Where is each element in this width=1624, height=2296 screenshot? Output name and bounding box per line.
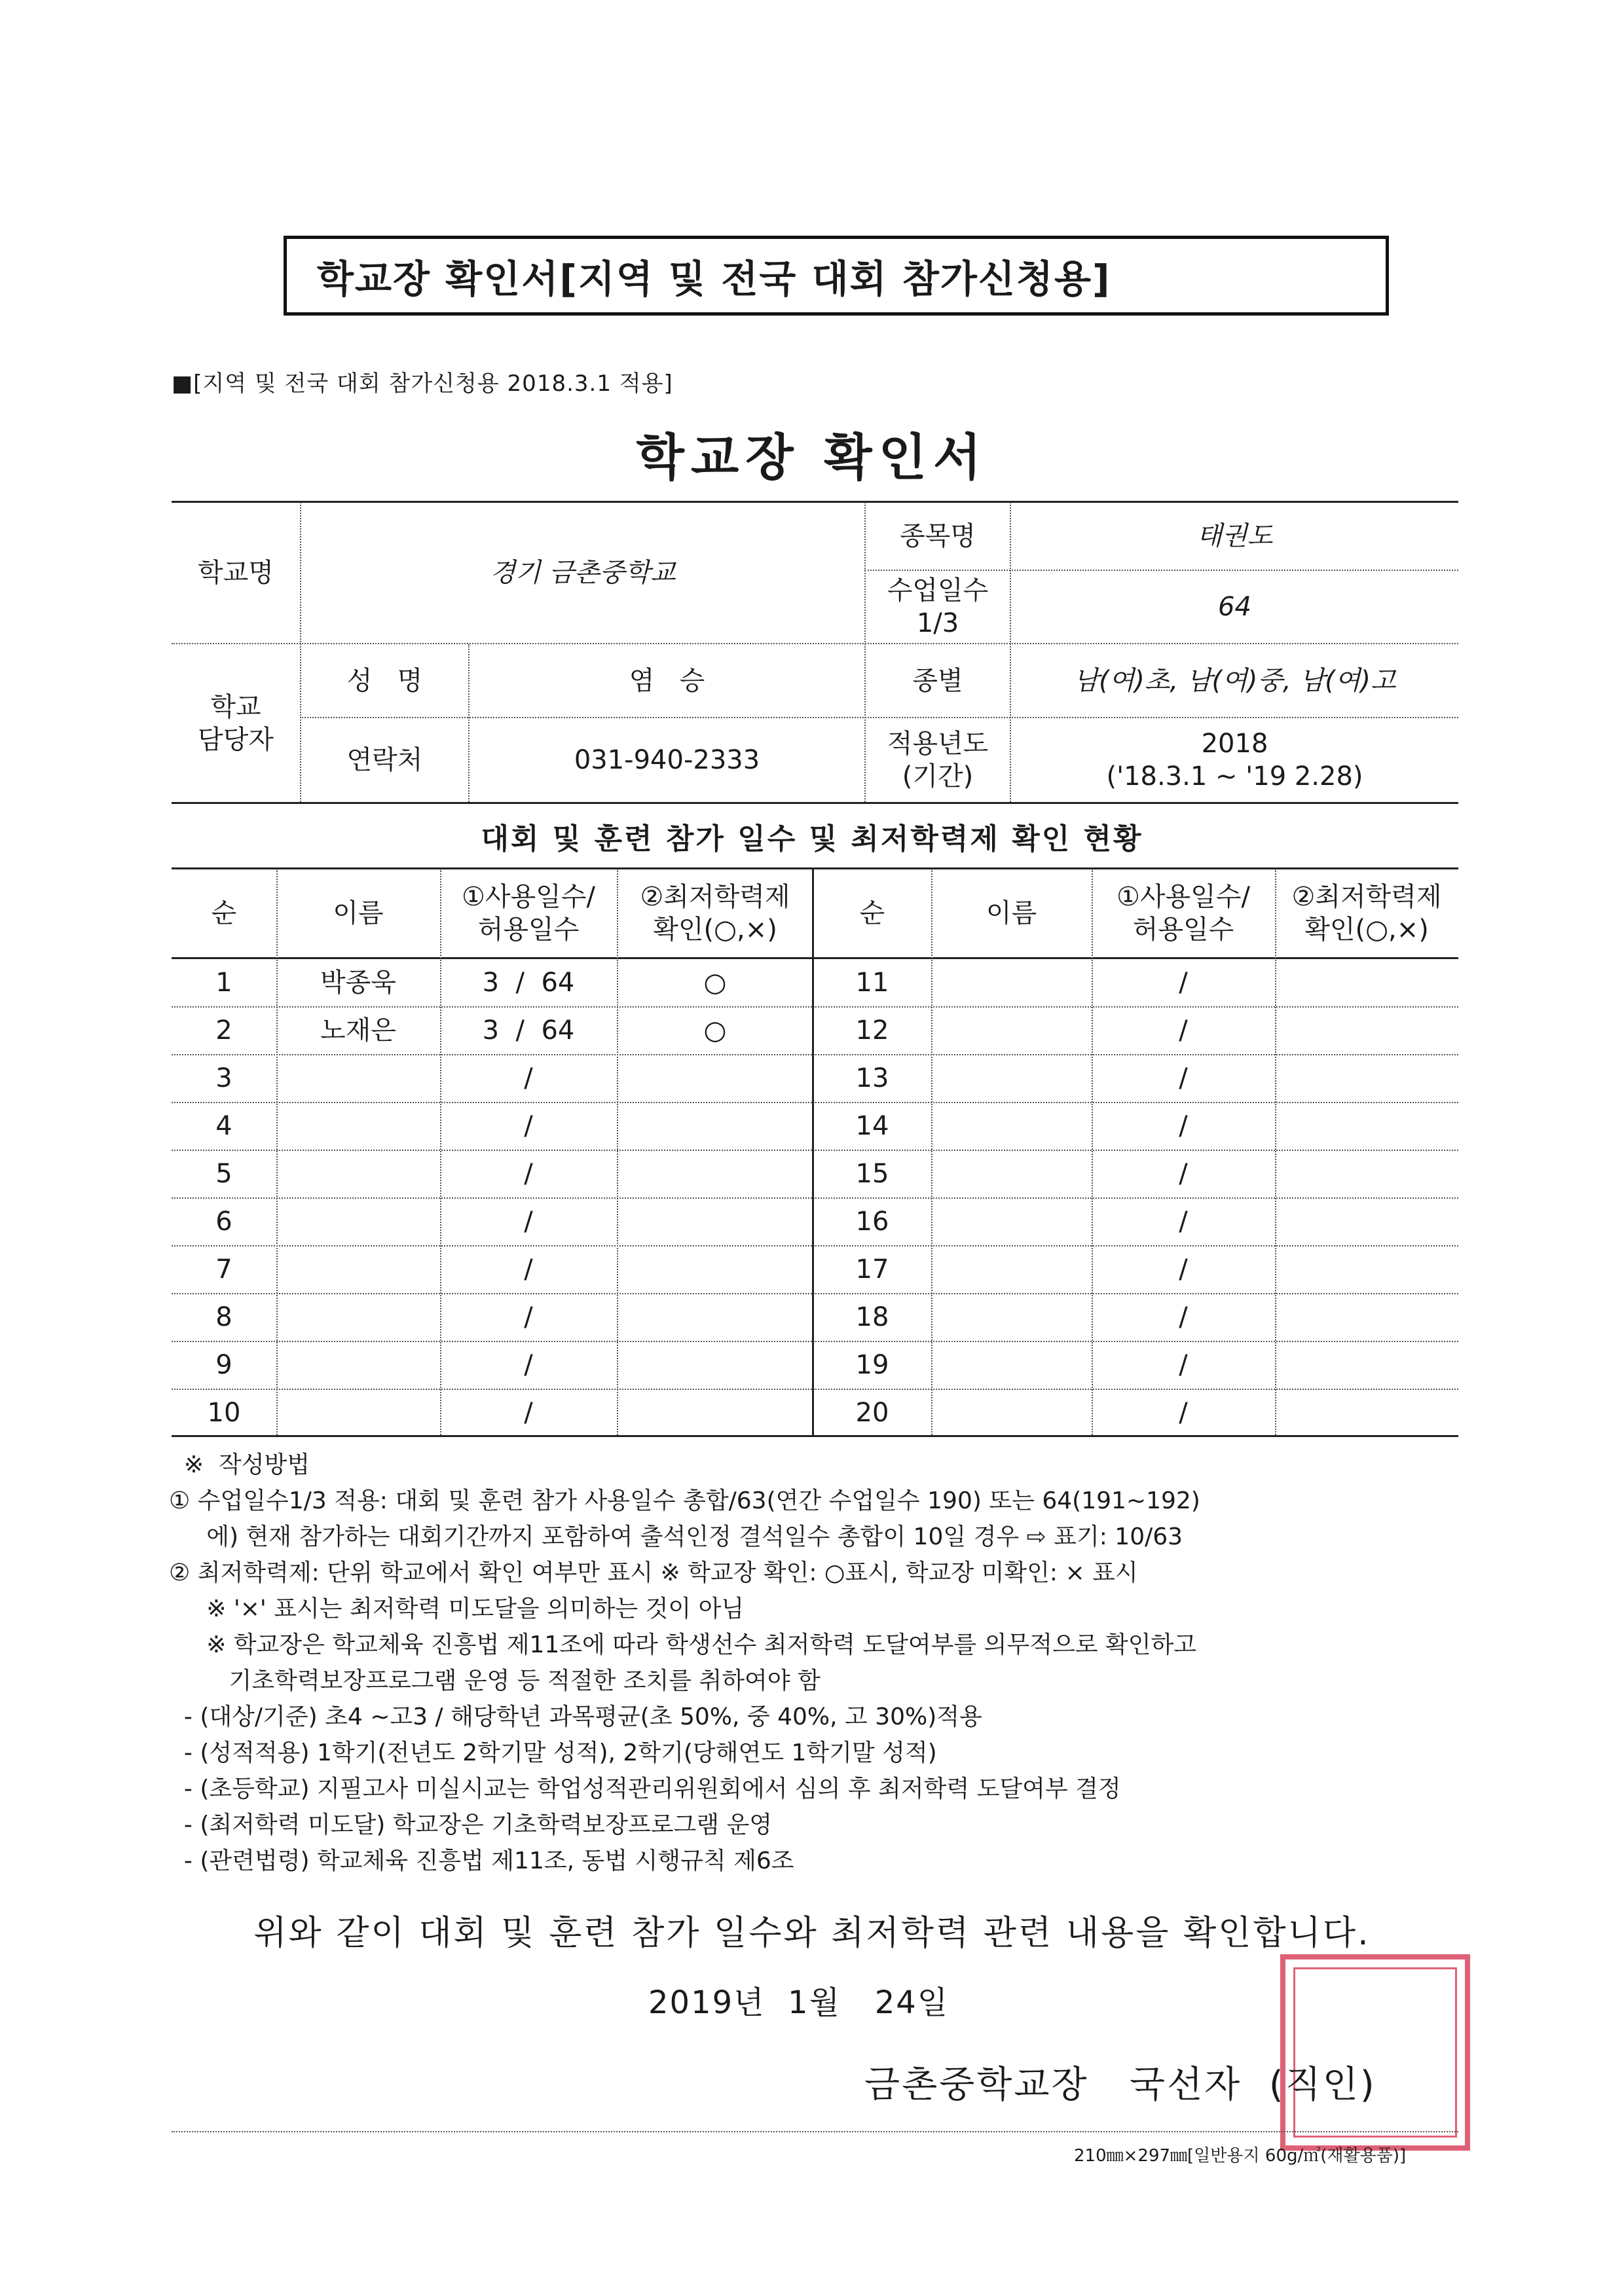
table-cell-name <box>931 958 1092 1006</box>
instruction-line: ① 수업일수1/3 적용: 대회 및 훈련 참가 사용일수 총합/63(연간 수업일수 190) 또는 64(191~192) <box>169 1487 1200 1514</box>
table-cell-days: / <box>1179 1110 1188 1141</box>
table-cell-name <box>931 1197 1092 1245</box>
category-value: 남(여)초, 남(여)중, 남(여)고 <box>1073 665 1396 696</box>
table-row-divider <box>172 1293 812 1294</box>
instruction-line: - (성적적용) 1학기(전년도 2학기말 성적), 2학기(당해연도 1학기말 성적) <box>169 1740 937 1766</box>
col-header-days: ①사용일수/ 허용일수 <box>1116 881 1250 945</box>
table-cell-no: 4 <box>215 1110 232 1141</box>
confirmation-statement: 위와 같이 대회 및 훈련 참가 일수와 최저학력 관련 내용을 확인합니다. <box>253 1914 1371 1953</box>
table-cell-no: 13 <box>855 1063 889 1093</box>
table-cell-name <box>931 1006 1092 1054</box>
applicable-year-value: 2018 ('18.3.1 ~ '19 2.28) <box>1106 729 1363 792</box>
table-cell-name <box>276 1197 440 1245</box>
table-cell-check <box>1275 1389 1458 1436</box>
table-cell-days: / <box>524 1397 533 1428</box>
table-cell-check <box>1275 1006 1458 1054</box>
table-cell-no: 6 <box>215 1206 232 1237</box>
class-days-label: 수업일수 1/3 <box>887 575 989 638</box>
col-header-no: 순 <box>859 898 885 928</box>
table-cell-check <box>617 1102 813 1150</box>
table-cell-check <box>617 1245 813 1293</box>
table-cell-name: 노재은 <box>320 1015 396 1046</box>
table-cell-name <box>276 1341 440 1389</box>
table-cell-no: 17 <box>855 1254 889 1285</box>
table-cell-no: 16 <box>855 1206 889 1237</box>
table-row-divider <box>172 1102 812 1103</box>
table-cell-name <box>276 1245 440 1293</box>
table-cell-days: / <box>524 1063 533 1093</box>
table-cell-no: 8 <box>215 1302 232 1332</box>
table-row-divider <box>813 1006 1458 1008</box>
principal-signature: 금촌중학교장 국선자 (직인) <box>864 2064 1376 2106</box>
sport-label: 종목명 <box>900 520 976 551</box>
table-cell-days: / <box>524 1302 533 1332</box>
instruction-line: 에) 현재 참가하는 대회기간까지 포함하여 출석인정 결석일수 총합이 10일 경우 ⇨ 표기: 10/63 <box>169 1523 1183 1550</box>
category-label: 종별 <box>912 665 963 696</box>
table-row-divider <box>813 1245 1458 1247</box>
table-cell-days: / <box>1179 1349 1188 1380</box>
table-row-divider <box>813 1341 1458 1342</box>
school-name-value: 경기 금촌중학교 <box>490 557 676 588</box>
instruction-line: ※ 학교장은 학교체육 진흥법 제11조에 따라 학생선수 최저학력 도달여부를 의무적으로 확인하고 <box>169 1631 1197 1658</box>
table-cell-name <box>276 1389 440 1436</box>
table-row-divider <box>172 1006 812 1008</box>
table-row-divider <box>813 1293 1458 1294</box>
col-header-name: 이름 <box>333 898 384 928</box>
manager-label: 학교 담당자 <box>198 691 274 755</box>
table-cell-no: 18 <box>855 1302 889 1332</box>
table-cell-no: 7 <box>215 1254 232 1285</box>
table-cell-name <box>931 1389 1092 1436</box>
table-cell-check <box>1275 1150 1458 1197</box>
table-cell-check <box>1275 1341 1458 1389</box>
table-cell-check <box>617 1150 813 1197</box>
table-cell-no: 15 <box>855 1158 889 1189</box>
table-cell-days: / <box>1179 1063 1188 1093</box>
instruction-line: ※ '×' 표시는 최저학력 미도달을 의미하는 것이 아님 <box>169 1595 745 1622</box>
paper-spec: 210㎜×297㎜[일반용지 60g/㎡(재활용품)] <box>1074 2146 1407 2166</box>
col-header-days: ①사용일수/ 허용일수 <box>462 881 595 945</box>
col-header-no: 순 <box>211 898 237 928</box>
table-cell-check <box>1275 1197 1458 1245</box>
table-cell-check <box>617 1293 813 1341</box>
table-cell-check: ○ <box>703 967 727 998</box>
contact-label: 연락처 <box>346 745 423 775</box>
table-cell-name <box>931 1150 1092 1197</box>
instruction-line: - (초등학교) 지필고사 미실시교는 학업성적관리위원회에서 심의 후 최저학력 도달여부 결정 <box>169 1776 1121 1802</box>
table-cell-days: / <box>524 1349 533 1380</box>
table-cell-name <box>931 1341 1092 1389</box>
table-row-divider <box>172 1197 812 1199</box>
info-table-bottom-border <box>172 802 1458 804</box>
table-cell-no: 20 <box>855 1397 889 1428</box>
contact-value: 031-940-2333 <box>574 745 760 775</box>
table-cell-check <box>617 1341 813 1389</box>
table-row-divider <box>813 1197 1458 1199</box>
table-cell-check <box>1275 1102 1458 1150</box>
table-cell-days: / <box>1179 1206 1188 1237</box>
col-header-check: ②최저학력제 확인(○,×) <box>640 881 790 945</box>
table-cell-days: / <box>524 1206 533 1237</box>
table-cell-name <box>931 1054 1092 1102</box>
table-cell-days: / <box>1179 967 1188 998</box>
table-cell-days: 3 / 64 <box>482 967 575 998</box>
col-header-check: ②최저학력제 확인(○,×) <box>1291 881 1442 945</box>
table-cell-days: / <box>1179 1302 1188 1332</box>
table-cell-days: 3 / 64 <box>482 1015 575 1046</box>
issue-date: 2019년 1월 24일 <box>648 1984 950 2021</box>
table-row-divider <box>172 1389 812 1390</box>
table-cell-no: 9 <box>215 1349 232 1380</box>
table-cell-check <box>1275 1293 1458 1341</box>
class-days-value: 64 <box>1218 592 1251 622</box>
participation-table <box>172 867 1458 1437</box>
table-row-divider <box>813 1102 1458 1103</box>
instruction-line: 기초학력보장프로그램 운영 등 적절한 조치를 취하여야 함 <box>169 1667 821 1694</box>
document-title: 학교장 확인서[지역 및 전국 대회 참가신청용] <box>317 257 1111 301</box>
table-cell-days: / <box>524 1158 533 1189</box>
table-cell-check <box>617 1389 813 1436</box>
table-cell-no: 19 <box>855 1349 889 1380</box>
school-name-label: 학교명 <box>198 557 274 588</box>
table-cell-name <box>276 1102 440 1150</box>
table-cell-no: 10 <box>207 1397 241 1428</box>
table-cell-name <box>276 1054 440 1102</box>
table-cell-days: / <box>524 1110 533 1141</box>
table-cell-name <box>276 1150 440 1197</box>
instruction-line: ② 최저학력제: 단위 학교에서 확인 여부만 표시 ※ 학교장 확인: ○표시, 학교장 미확인: × 표시 <box>169 1559 1138 1586</box>
applicable-year-label: 적용년도 (기간) <box>887 729 989 792</box>
sport-value: 태권도 <box>1196 520 1273 551</box>
instruction-line: - (대상/기준) 초4 ~고3 / 해당학년 과목평균(초 50%, 중 40%, 고 30%)적용 <box>169 1704 982 1730</box>
table-cell-name <box>931 1293 1092 1341</box>
table-cell-check <box>1275 958 1458 1006</box>
table-cell-no: 11 <box>855 967 889 998</box>
table-row-divider <box>813 1150 1458 1151</box>
table-cell-no: 3 <box>215 1063 232 1093</box>
table-cell-name <box>931 1245 1092 1293</box>
table-row-divider <box>813 1054 1458 1055</box>
table-cell-no: 1 <box>215 967 232 998</box>
table-cell-days: / <box>1179 1397 1188 1428</box>
table-cell-check <box>617 1197 813 1245</box>
document-title-box <box>284 236 1389 316</box>
table-cell-name: 박종욱 <box>320 967 396 998</box>
table-row-divider <box>813 1389 1458 1390</box>
table-cell-name <box>931 1102 1092 1150</box>
table-cell-check <box>617 1054 813 1102</box>
table-cell-check <box>1275 1245 1458 1293</box>
table-cell-no: 14 <box>855 1110 889 1141</box>
table-cell-days: / <box>1179 1158 1188 1189</box>
table-cell-name <box>276 1293 440 1341</box>
form-version-note: ■[지역 및 전국 대회 참가신청용 2018.3.1 적용] <box>172 371 673 397</box>
table-cell-check: ○ <box>703 1015 727 1046</box>
table-row-divider <box>172 1245 812 1247</box>
table-cell-days: / <box>1179 1254 1188 1285</box>
table-row-divider <box>172 1150 812 1151</box>
table-cell-days: / <box>524 1254 533 1285</box>
table-cell-no: 12 <box>855 1015 889 1046</box>
footer-divider <box>172 2131 1458 2132</box>
table-cell-no: 2 <box>215 1015 232 1046</box>
instruction-line: ※ 작성방법 <box>169 1451 310 1478</box>
instruction-line: - (최저학력 미도달) 학교장은 기초학력보장프로그램 운영 <box>169 1812 773 1838</box>
official-seal-stamp <box>1280 1954 1470 2151</box>
writing-instructions <box>169 1447 1200 1879</box>
manager-name-value: 염 승 <box>629 665 705 696</box>
table-cell-check <box>1275 1054 1458 1102</box>
table-cell-no: 5 <box>215 1158 232 1189</box>
manager-name-label: 성 명 <box>346 665 423 696</box>
participation-section-title: 대회 및 훈련 참가 일수 및 최저학력제 확인 현황 <box>481 822 1143 856</box>
instruction-line: - (관련법령) 학교체육 진흥법 제11조, 동법 시행규칙 제6조 <box>169 1848 794 1874</box>
col-header-name: 이름 <box>986 898 1037 928</box>
table-cell-days: / <box>1179 1015 1188 1046</box>
table-row-divider <box>172 1341 812 1342</box>
table-row-divider <box>172 1054 812 1055</box>
main-title: 학교장 확인서 <box>636 428 988 486</box>
